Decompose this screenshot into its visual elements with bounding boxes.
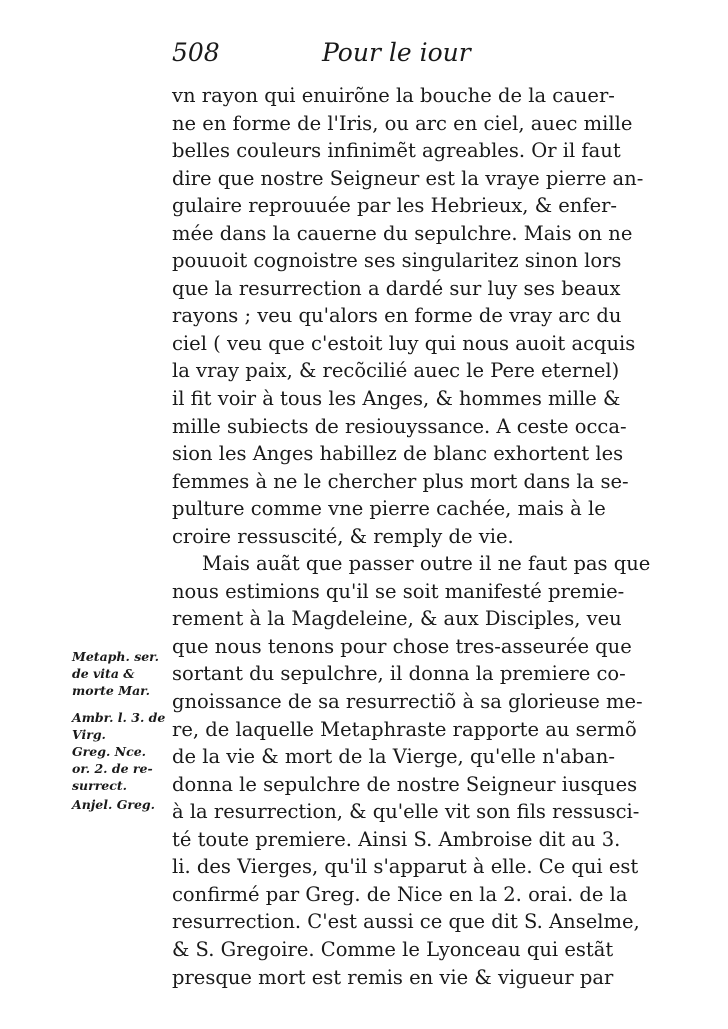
text-line: à la resurrection, & qu'elle vit son fils ressusci-	[172, 800, 640, 824]
text-line: sortant du sepulchre, il donna la premiere co-	[172, 662, 626, 686]
text-line: presque mort est remis en vie & vigueur par	[172, 965, 614, 989]
margin-note-line: Ambr. l. 3. de	[72, 710, 166, 725]
text-line: té toute premiere. Ainsi S. Ambroise dit au 3.	[172, 827, 621, 851]
margin-note-line: Anjel. Greg.	[72, 797, 156, 812]
margin-note-line: Metaph. ser.	[72, 649, 159, 664]
text-line: pouuoit cognoistre ses singularitez sinon lors	[172, 249, 622, 273]
margin-note-ambroise	[72, 709, 172, 743]
margin-note-line: morte Mar.	[72, 683, 150, 698]
margin-note-line: de vita &	[72, 666, 135, 681]
text-line: resurrection. C'est aussi ce que dit S. Anselme,	[172, 910, 640, 934]
text-line: ne en forme de l'Iris, ou arc en ciel, auec mille	[172, 111, 633, 135]
text-line: il fit voir à tous les Anges, & hommes mille &	[172, 387, 621, 411]
text-line: gnoissance de sa resurrectiõ à sa glorieuse me-	[172, 690, 643, 714]
margin-note-line: Virg.	[72, 727, 106, 742]
text-line: donna le sepulchre de nostre Seigneur iusques	[172, 772, 638, 796]
text-line: de la vie & mort de la Vierge, qu'elle n'aban-	[172, 745, 615, 769]
text-line: confirmé par Greg. de Nice en la 2. orai. de la	[172, 882, 628, 906]
margin-note-gregoire-nice	[72, 743, 172, 794]
text-line: femmes à ne le chercher plus mort dans la se-	[172, 469, 629, 493]
text-line: que nous tenons pour chose tres-asseurée que	[172, 634, 632, 658]
text-line: pulture comme vne pierre cachée, mais à le	[172, 497, 606, 521]
text-line: mée dans la cauerne du sepulchre. Mais on ne	[172, 221, 633, 245]
text-line: li. des Vierges, qu'il s'apparut à elle. Ce qui est	[172, 855, 639, 879]
page-number: 508	[172, 38, 220, 67]
margin-note-metaphraste	[72, 648, 172, 699]
text-line: sion les Anges habillez de blanc exhortent les	[172, 442, 624, 466]
text-line: rement à la Magdeleine, & aux Disciples, veu	[172, 607, 622, 631]
text-line: mille subiects de resiouyssance. A ceste occa-	[172, 414, 627, 438]
text-line: dire que nostre Seigneur est la vraye pierre an-	[172, 166, 644, 190]
text-line: belles couleurs infinimẽt agreables. Or il faut	[172, 139, 621, 163]
text-line: que la resurrection a dardé sur luy ses beaux	[172, 276, 621, 300]
text-line: vn rayon qui enuirõne la bouche de la cauer-	[172, 84, 615, 107]
margin-note-line: surrect.	[72, 778, 127, 793]
text-line: gulaire reprouuée par les Hebrieux, & enfer-	[172, 194, 618, 218]
text-line: & S. Gregoire. Comme le Lyonceau qui estãt	[172, 937, 614, 961]
text-line: ciel ( veu que c'estoit luy qui nous auoit acquis	[172, 331, 636, 355]
margin-notes	[72, 648, 172, 823]
paragraph-start-line: Mais auãt que passer outre il ne faut pas que	[202, 552, 651, 576]
page-header	[172, 38, 592, 78]
margin-note-line: Greg. Nce.	[72, 744, 146, 759]
margin-note-line: or. 2. de re-	[72, 761, 153, 776]
margin-note-anselme	[72, 796, 172, 813]
text-line: nous estimions qu'il se soit manifesté premie-	[172, 579, 625, 603]
text-line: la vray paix, & recõcilié auec le Pere eternel)	[172, 359, 620, 383]
running-title: Pour le iour	[322, 38, 471, 67]
paragraph-end-line: croire ressuscité, & remply de vie.	[172, 524, 514, 548]
body-text	[172, 82, 651, 991]
text-line: re, de laquelle Metaphraste rapporte au sermõ	[172, 717, 637, 741]
text-line: rayons ; veu qu'alors en forme de vray arc du	[172, 304, 622, 328]
